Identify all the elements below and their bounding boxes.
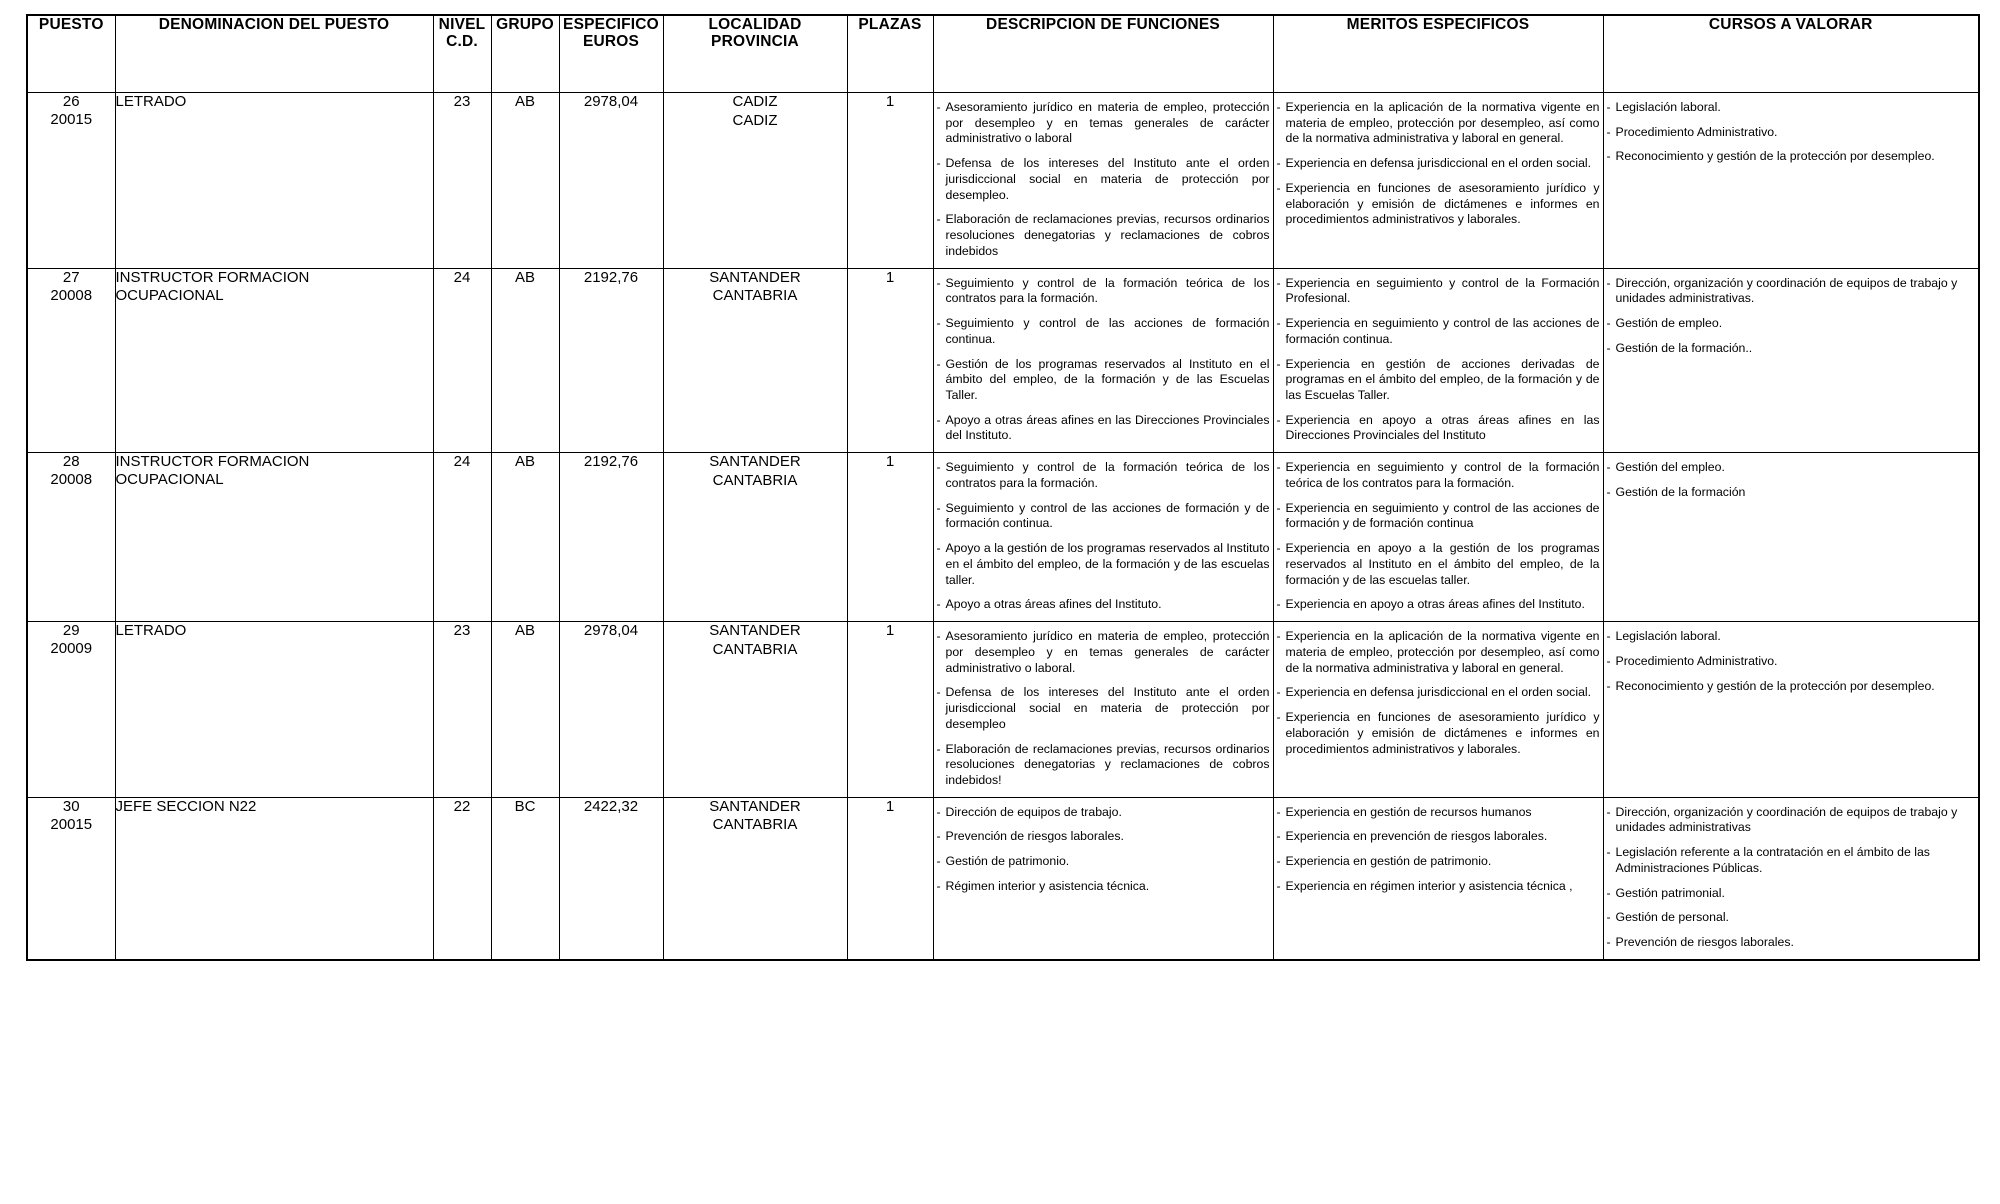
column-header-especifico [559, 15, 663, 93]
funcion-item: - Seguimiento y control de la formación teórica de los contratos para la formación. [937, 276, 1270, 307]
column-header-nivel [433, 15, 491, 93]
cell-nivel: 23 [433, 93, 491, 269]
curso-item: - Gestión de personal. [1607, 910, 1976, 926]
cell-especifico: 2978,04 [559, 622, 663, 798]
funcion-item: - Dirección de equipos de trabajo. [937, 805, 1270, 821]
localidad: CADIZ [732, 93, 778, 110]
merito-item: - Experiencia en defensa jurisdiccional en el orden social. [1277, 156, 1600, 172]
puesto-code: 20009 [50, 640, 93, 658]
merito-item-list [1274, 453, 1603, 621]
curso-item-list [1604, 269, 1979, 365]
cell-descripcion-funciones [933, 622, 1273, 798]
merito-item: - Experiencia en gestión de recursos humanos [1277, 805, 1600, 821]
funcion-item: - Prevención de riesgos laborales. [937, 829, 1270, 845]
merito-item: - Experiencia en seguimiento y control de la formación teórica de los contratos para la formación. [1277, 460, 1600, 491]
table-header [27, 15, 1979, 93]
funcion-item: - Apoyo a otras áreas afines del Instituto. [937, 597, 1270, 613]
cell-puesto [27, 268, 115, 453]
column-header-plazas [847, 15, 933, 93]
merito-item: - Experiencia en apoyo a otras áreas afines en las Direcciones Provinciales del Instituto [1277, 413, 1600, 444]
cell-grupo: AB [491, 622, 559, 798]
merito-item: - Experiencia en seguimiento y control de la Formación Profesional. [1277, 276, 1600, 307]
table-row [27, 797, 1979, 960]
cell-nivel: 22 [433, 797, 491, 960]
denominacion-line1: LETRADO [115, 93, 187, 110]
cell-descripcion-funciones [933, 453, 1273, 622]
cell-localidad-provincia [663, 268, 847, 453]
cell-descripcion-funciones [933, 797, 1273, 960]
funcion-item-list [934, 453, 1273, 621]
cell-denominacion [115, 797, 433, 960]
column-header-cursos [1603, 15, 1979, 93]
curso-item-list [1604, 93, 1979, 173]
denominacion-line1: INSTRUCTOR FORMACION [115, 268, 310, 286]
curso-item: - Prevención de riesgos laborales. [1607, 935, 1976, 951]
curso-item: - Gestión de la formación.. [1607, 341, 1976, 357]
header-text: MERITOS ESPECIFICOS [1346, 16, 1530, 33]
curso-item: - Legislación referente a la contratación en el ámbito de las Administraciones Públicas. [1607, 845, 1976, 876]
provincia: CANTABRIA [712, 471, 798, 489]
funcion-item-list [934, 622, 1273, 797]
header-text: CURSOS A VALORAR [1708, 16, 1873, 33]
merito-item: - Experiencia en funciones de asesoramiento jurídico y elaboración y emisión de dictámenes e informes en procedimientos administrativos y laborales. [1277, 710, 1600, 757]
merito-item: - Experiencia en la aplicación de la normativa vigente en materia de empleo, protección por desempleo, así como de la normativa administrativa y laboral en general. [1277, 629, 1600, 676]
cell-especifico: 2192,76 [559, 268, 663, 453]
denominacion-line1: INSTRUCTOR FORMACION [115, 453, 310, 471]
curso-item-list [1604, 622, 1979, 702]
column-header-denominacion [115, 15, 433, 93]
cell-grupo: AB [491, 93, 559, 269]
curso-item: - Dirección, organización y coordinación de equipos de trabajo y unidades administrativas. [1607, 276, 1976, 307]
localidad: SANTANDER [709, 453, 801, 471]
merito-item: - Experiencia en gestión de patrimonio. [1277, 854, 1600, 870]
header-text: GRUPO [496, 16, 554, 33]
curso-item: - Legislación laboral. [1607, 100, 1976, 116]
curso-item: - Dirección, organización y coordinación de equipos de trabajo y unidades administrativas [1607, 805, 1976, 836]
merito-item: - Experiencia en defensa jurisdiccional en el orden social. [1277, 685, 1600, 701]
column-header-meritos [1273, 15, 1603, 93]
cell-especifico: 2422,32 [559, 797, 663, 960]
funcion-item: - Seguimiento y control de las acciones de formación continua. [937, 316, 1270, 347]
localidad: SANTANDER [709, 622, 801, 640]
column-header-localidad [663, 15, 847, 93]
cell-denominacion [115, 93, 433, 269]
funcion-item: - Apoyo a otras áreas afines en las Direcciones Provinciales del Instituto. [937, 413, 1270, 444]
localidad: SANTANDER [709, 797, 801, 815]
header-text: ESPECIFICO [563, 16, 659, 33]
column-header-funciones [933, 15, 1273, 93]
cell-grupo: AB [491, 453, 559, 622]
header-subtext: C.D. [446, 33, 478, 51]
funcion-item: - Seguimiento y control de las acciones de formación y de formación continua. [937, 501, 1270, 532]
curso-item: - Procedimiento Administrativo. [1607, 654, 1976, 670]
cell-especifico: 2192,76 [559, 453, 663, 622]
cell-meritos-especificos [1273, 797, 1603, 960]
puesto-number: 30 [62, 797, 80, 815]
job-positions-table [26, 14, 1980, 961]
funcion-item: - Apoyo a la gestión de los programas reservados al Instituto en el ámbito del empleo, de la formación y de las escuelas taller. [937, 541, 1270, 588]
merito-item-list [1274, 269, 1603, 453]
cell-descripcion-funciones [933, 268, 1273, 453]
cell-cursos-valorar [1603, 93, 1979, 269]
curso-item: - Legislación laboral. [1607, 629, 1976, 645]
cell-plazas: 1 [847, 622, 933, 798]
funcion-item: - Seguimiento y control de la formación teórica de los contratos para la formación. [937, 460, 1270, 491]
puesto-code: 20008 [50, 286, 93, 304]
cell-cursos-valorar [1603, 797, 1979, 960]
merito-item-list [1274, 93, 1603, 236]
merito-item: - Experiencia en prevención de riesgos laborales. [1277, 829, 1600, 845]
curso-item: - Gestión del empleo. [1607, 460, 1976, 476]
table-row [27, 93, 1979, 269]
funcion-item: - Asesoramiento jurídico en materia de empleo, protección por desempleo y en temas generales de carácter administrativo o laboral. [937, 629, 1270, 676]
funcion-item: - Régimen interior y asistencia técnica. [937, 879, 1270, 895]
curso-item: - Gestión de empleo. [1607, 316, 1976, 332]
curso-item: - Procedimiento Administrativo. [1607, 125, 1976, 141]
cell-plazas: 1 [847, 797, 933, 960]
header-subtext: EUROS [582, 33, 640, 51]
header-text: PUESTO [38, 16, 104, 33]
cell-meritos-especificos [1273, 93, 1603, 269]
funcion-item: - Elaboración de reclamaciones previas, recursos ordinarios resoluciones denegatorias y reclamaciones de cobros indebidos [937, 212, 1270, 259]
localidad: SANTANDER [709, 268, 801, 286]
funcion-item: - Defensa de los intereses del Instituto ante el orden jurisdiccional social en materia de protección por desempleo. [937, 156, 1270, 203]
funcion-item-list [934, 93, 1273, 268]
merito-item: - Experiencia en régimen interior y asistencia técnica , [1277, 879, 1600, 895]
cell-cursos-valorar [1603, 453, 1979, 622]
header-text: DENOMINACION DEL PUESTO [158, 16, 390, 33]
cell-meritos-especificos [1273, 453, 1603, 622]
provincia: CANTABRIA [712, 287, 798, 305]
column-header-grupo [491, 15, 559, 93]
cell-puesto [27, 453, 115, 622]
provincia: CANTABRIA [712, 816, 798, 834]
puesto-code: 20008 [50, 471, 93, 489]
puesto-code: 20015 [50, 111, 93, 128]
header-text: DESCRIPCION DE FUNCIONES [986, 16, 1220, 33]
cell-denominacion [115, 622, 433, 798]
puesto-number: 26 [62, 93, 80, 110]
curso-item-list [1604, 453, 1979, 508]
funcion-item: - Elaboración de reclamaciones previas, recursos ordinarios resoluciones denegatorias y reclamaciones de cobros indebidos! [937, 742, 1270, 789]
cell-meritos-especificos [1273, 268, 1603, 453]
cell-puesto [27, 93, 115, 269]
cell-meritos-especificos [1273, 622, 1603, 798]
cell-localidad-provincia [663, 453, 847, 622]
denominacion-line2: OCUPACIONAL [115, 471, 224, 489]
merito-item: - Experiencia en seguimiento y control de las acciones de formación y de formación continua [1277, 501, 1600, 532]
cell-cursos-valorar [1603, 622, 1979, 798]
table-body [27, 93, 1979, 960]
cell-grupo: BC [491, 797, 559, 960]
merito-item: - Experiencia en apoyo a otras áreas afines del Instituto. [1277, 597, 1600, 613]
cell-cursos-valorar [1603, 268, 1979, 453]
table-row [27, 268, 1979, 453]
cell-denominacion [115, 268, 433, 453]
cell-plazas: 1 [847, 93, 933, 269]
denominacion-line1: LETRADO [115, 622, 187, 640]
funcion-item: - Defensa de los intereses del Instituto ante el orden jurisdiccional social en materia de protección por desempleo [937, 685, 1270, 732]
curso-item-list [1604, 798, 1979, 959]
table-row [27, 622, 1979, 798]
curso-item: - Gestión patrimonial. [1607, 886, 1976, 902]
header-row [27, 15, 1979, 93]
header-text: LOCALIDAD [708, 16, 802, 33]
merito-item: - Experiencia en seguimiento y control de las acciones de formación continua. [1277, 316, 1600, 347]
funcion-item-list [934, 798, 1273, 903]
cell-descripcion-funciones [933, 93, 1273, 269]
denominacion-line1: JEFE SECCION N22 [115, 797, 257, 815]
curso-item: - Gestión de la formación [1607, 485, 1976, 501]
provincia: CANTABRIA [712, 640, 798, 658]
puesto-number: 29 [62, 622, 80, 640]
cell-localidad-provincia [663, 93, 847, 269]
header-subtext: PROVINCIA [711, 33, 799, 51]
puesto-number: 28 [62, 453, 80, 471]
header-text: PLAZAS [858, 16, 922, 33]
table-row [27, 453, 1979, 622]
funcion-item-list [934, 269, 1273, 453]
funcion-item: - Asesoramiento jurídico en materia de empleo, protección por desempleo y en temas generales de carácter administrativo o laboral [937, 100, 1270, 147]
curso-item: - Reconocimiento y gestión de la protección por desempleo. [1607, 679, 1976, 695]
cell-nivel: 24 [433, 453, 491, 622]
cell-denominacion [115, 453, 433, 622]
funcion-item: - Gestión de los programas reservados al Instituto en el ámbito del empleo, de la formación y de las Escuelas Taller. [937, 357, 1270, 404]
cell-plazas: 1 [847, 453, 933, 622]
cell-grupo: AB [491, 268, 559, 453]
curso-item: - Reconocimiento y gestión de la protección por desempleo. [1607, 149, 1976, 165]
cell-localidad-provincia [663, 622, 847, 798]
cell-puesto [27, 622, 115, 798]
merito-item: - Experiencia en funciones de asesoramiento jurídico y elaboración y emisión de dictámenes e informes en procedimientos administrativos y laborales. [1277, 181, 1600, 228]
header-text: NIVEL [438, 16, 486, 33]
cell-plazas: 1 [847, 268, 933, 453]
puesto-number: 27 [62, 268, 80, 286]
denominacion-line2: OCUPACIONAL [115, 286, 224, 304]
column-header-puesto [27, 15, 115, 93]
merito-item-list [1274, 798, 1603, 903]
puesto-code: 20015 [50, 815, 93, 833]
cell-puesto [27, 797, 115, 960]
provincia: CADIZ [732, 111, 778, 129]
merito-item: - Experiencia en apoyo a la gestión de los programas reservados al Instituto en el ámbito del empleo, de la formación y de las escuelas taller. [1277, 541, 1600, 588]
cell-nivel: 24 [433, 268, 491, 453]
cell-nivel: 23 [433, 622, 491, 798]
cell-localidad-provincia [663, 797, 847, 960]
cell-especifico: 2978,04 [559, 93, 663, 269]
merito-item: - Experiencia en la aplicación de la normativa vigente en materia de empleo, protección por desempleo, así como de la normativa administrativa y laboral en general. [1277, 100, 1600, 147]
funcion-item: - Gestión de patrimonio. [937, 854, 1270, 870]
merito-item: - Experiencia en gestión de acciones derivadas de programas en el ámbito del empleo, de la formación y de las Escuelas Taller. [1277, 357, 1600, 404]
merito-item-list [1274, 622, 1603, 765]
